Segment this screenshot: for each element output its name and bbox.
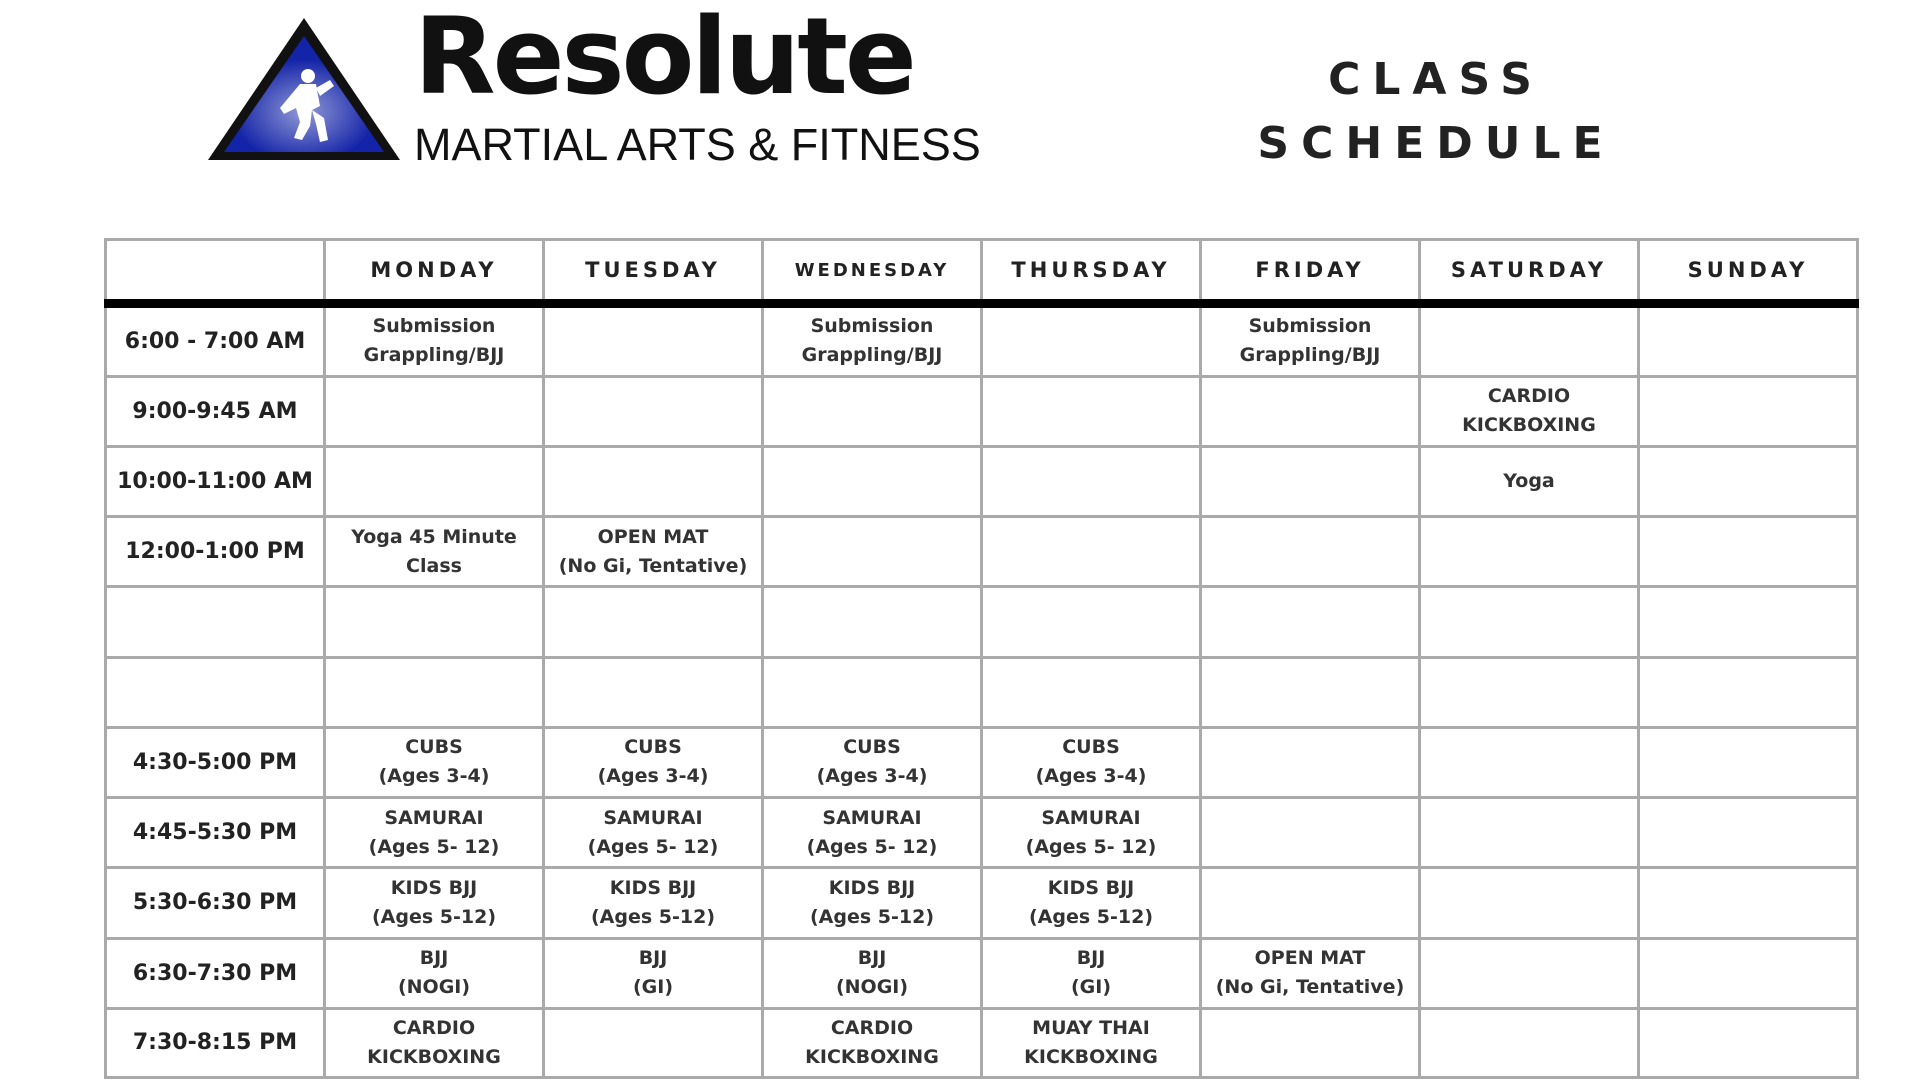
time-slot-cell: 6:30-7:30 PM — [106, 938, 325, 1008]
class-cell — [982, 517, 1201, 587]
brand-name: Resolute — [414, 0, 914, 118]
table-row — [106, 446, 1858, 516]
class-cell — [1420, 1008, 1639, 1077]
time-slot-cell: 6:00 - 7:00 AM — [106, 304, 325, 377]
day-header: TUESDAY — [544, 240, 763, 304]
class-cell: KIDS BJJ (Ages 5-12) — [982, 868, 1201, 938]
class-cell: Submission Grappling/BJJ — [325, 304, 544, 377]
time-slot-cell — [106, 587, 325, 657]
day-header: WEDNESDAY — [763, 240, 982, 304]
day-header: THURSDAY — [982, 240, 1201, 304]
class-cell: BJJ (GI) — [544, 938, 763, 1008]
class-cell: CARDIO KICKBOXING — [325, 1008, 544, 1077]
day-header: MONDAY — [325, 240, 544, 304]
class-cell — [1201, 446, 1420, 516]
class-cell: OPEN MAT (No Gi, Tentative) — [1201, 938, 1420, 1008]
class-cell — [544, 1008, 763, 1077]
class-cell — [1639, 727, 1858, 797]
class-cell: CUBS (Ages 3-4) — [982, 727, 1201, 797]
table-row — [106, 938, 1858, 1008]
class-cell: SAMURAI (Ages 5- 12) — [544, 798, 763, 868]
day-header-row — [106, 240, 1858, 304]
class-cell: MUAY THAI KICKBOXING — [982, 1008, 1201, 1077]
class-cell — [763, 376, 982, 446]
class-cell — [325, 657, 544, 727]
class-cell — [763, 446, 982, 516]
class-cell — [763, 657, 982, 727]
class-cell — [1201, 868, 1420, 938]
class-cell — [763, 587, 982, 657]
day-header: SATURDAY — [1420, 240, 1639, 304]
class-cell: CUBS (Ages 3-4) — [763, 727, 982, 797]
class-cell — [1420, 727, 1639, 797]
corner-cell — [106, 240, 325, 304]
class-cell — [1201, 727, 1420, 797]
day-header: SUNDAY — [1639, 240, 1858, 304]
class-cell — [1639, 798, 1858, 868]
class-cell: BJJ (NOGI) — [325, 938, 544, 1008]
page-title-line1: CLASS — [1328, 54, 1544, 105]
class-cell — [982, 304, 1201, 377]
table-row — [106, 376, 1858, 446]
class-cell — [1639, 517, 1858, 587]
class-cell: CUBS (Ages 3-4) — [544, 727, 763, 797]
class-cell — [544, 304, 763, 377]
time-slot-cell: 5:30-6:30 PM — [106, 868, 325, 938]
brand-subtitle: MARTIAL ARTS & FITNESS — [414, 119, 981, 170]
table-row — [106, 304, 1858, 377]
class-cell — [325, 446, 544, 516]
logo-emblem-icon — [204, 14, 404, 164]
class-cell: SAMURAI (Ages 5- 12) — [325, 798, 544, 868]
schedule-table — [104, 238, 1859, 1079]
class-cell: CARDIO KICKBOXING — [763, 1008, 982, 1077]
time-slot-cell: 12:00-1:00 PM — [106, 517, 325, 587]
class-cell: BJJ (GI) — [982, 938, 1201, 1008]
page-title — [1230, 48, 1630, 176]
day-header: FRIDAY — [1201, 240, 1420, 304]
class-cell: SAMURAI (Ages 5- 12) — [982, 798, 1201, 868]
class-cell — [544, 376, 763, 446]
class-cell: Yoga 45 Minute Class — [325, 517, 544, 587]
class-cell — [1201, 376, 1420, 446]
time-slot-cell: 10:00-11:00 AM — [106, 446, 325, 516]
table-row — [106, 657, 1858, 727]
class-cell — [1201, 657, 1420, 727]
class-cell: CUBS (Ages 3-4) — [325, 727, 544, 797]
class-cell — [1201, 1008, 1420, 1077]
class-cell — [1420, 798, 1639, 868]
class-cell — [1201, 517, 1420, 587]
class-cell — [1639, 587, 1858, 657]
class-cell — [1639, 1008, 1858, 1077]
class-cell — [1639, 938, 1858, 1008]
class-cell: CARDIO KICKBOXING — [1420, 376, 1639, 446]
class-cell — [544, 657, 763, 727]
class-cell — [1201, 798, 1420, 868]
table-row — [106, 868, 1858, 938]
class-cell — [544, 446, 763, 516]
class-cell — [1420, 304, 1639, 377]
class-cell: BJJ (NOGI) — [763, 938, 982, 1008]
class-cell — [1420, 868, 1639, 938]
table-row — [106, 1008, 1858, 1077]
class-cell — [982, 376, 1201, 446]
class-cell — [1420, 517, 1639, 587]
class-cell — [544, 587, 763, 657]
header — [0, 0, 1920, 200]
time-slot-cell: 4:30-5:00 PM — [106, 727, 325, 797]
table-row — [106, 587, 1858, 657]
schedule-body — [106, 304, 1858, 1078]
class-cell — [763, 517, 982, 587]
time-slot-cell — [106, 657, 325, 727]
class-cell — [982, 657, 1201, 727]
class-cell: Yoga — [1420, 446, 1639, 516]
class-cell — [325, 587, 544, 657]
class-cell — [1639, 657, 1858, 727]
class-cell: KIDS BJJ (Ages 5-12) — [544, 868, 763, 938]
class-cell: KIDS BJJ (Ages 5-12) — [763, 868, 982, 938]
class-cell — [325, 376, 544, 446]
class-cell — [1639, 446, 1858, 516]
table-row — [106, 798, 1858, 868]
class-cell — [982, 587, 1201, 657]
time-slot-cell: 7:30-8:15 PM — [106, 1008, 325, 1077]
class-cell — [1201, 587, 1420, 657]
class-cell: KIDS BJJ (Ages 5-12) — [325, 868, 544, 938]
class-cell: Submission Grappling/BJJ — [1201, 304, 1420, 377]
table-row — [106, 727, 1858, 797]
class-cell — [1639, 868, 1858, 938]
time-slot-cell: 4:45-5:30 PM — [106, 798, 325, 868]
class-cell — [1639, 376, 1858, 446]
class-cell — [1420, 938, 1639, 1008]
class-cell — [1639, 304, 1858, 377]
class-cell: OPEN MAT (No Gi, Tentative) — [544, 517, 763, 587]
class-cell — [982, 446, 1201, 516]
page-title-line2: SCHEDULE — [1257, 118, 1615, 169]
class-cell: Submission Grappling/BJJ — [763, 304, 982, 377]
time-slot-cell: 9:00-9:45 AM — [106, 376, 325, 446]
class-cell — [1420, 587, 1639, 657]
table-row — [106, 517, 1858, 587]
class-cell: SAMURAI (Ages 5- 12) — [763, 798, 982, 868]
class-cell — [1420, 657, 1639, 727]
